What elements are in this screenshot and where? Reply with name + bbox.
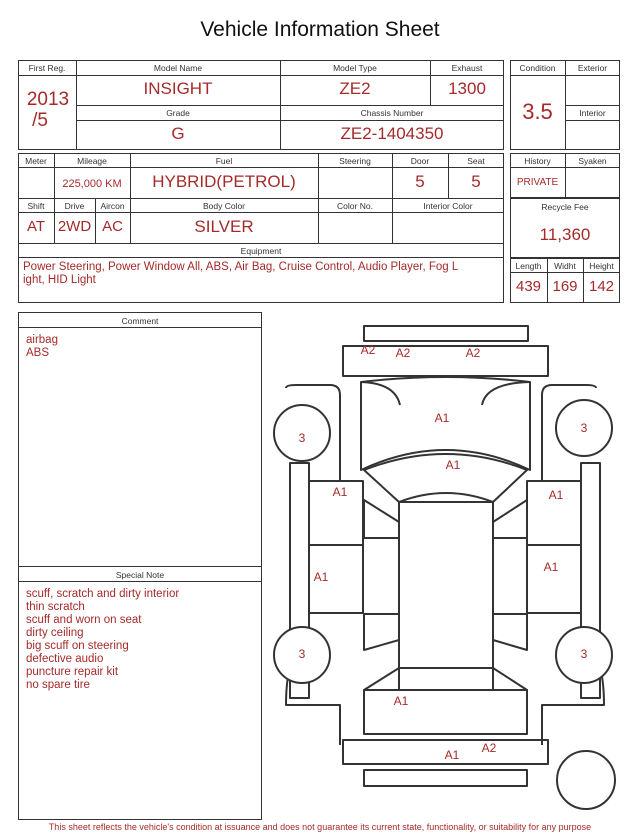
seat: 5 [471, 172, 481, 191]
mark-front-right-door: A1 [548, 488, 564, 502]
sheet-title: Vehicle Information Sheet [200, 18, 440, 41]
length: 439 [515, 278, 542, 295]
body-color: SILVER [194, 217, 254, 236]
exhaust: 1300 [448, 79, 486, 98]
mark-rear-left-wheel: 3 [298, 647, 306, 661]
rear-left-window [364, 614, 399, 650]
note-line: big scuff on steering [26, 640, 129, 652]
history-label: History [524, 156, 551, 166]
door-label: Door [410, 156, 430, 166]
equipment-line: ight, HID Light [23, 273, 96, 286]
interior-color-label: Interior Color [423, 201, 473, 211]
mileage-label: Mileage [77, 156, 107, 166]
note-line: no spare tire [26, 679, 90, 691]
body-color-label: Body Color [202, 201, 246, 211]
equipment-line: Power Steering, Power Window All, ABS, Air Bag, Cruise Control, Audio Player, Fog L [23, 261, 459, 273]
fuel: HYBRID(PETROL) [152, 172, 296, 191]
equipment-label: Equipment [240, 246, 282, 256]
cabin [399, 502, 493, 690]
rear-bumper-lower [364, 770, 527, 786]
condition-grade: 3.5 [522, 99, 553, 124]
mark-rear-right-door: A1 [543, 560, 559, 574]
mark-rear-bumper-a1: A1 [444, 748, 460, 762]
rear-right-window [493, 614, 527, 650]
length-label: Length [515, 261, 542, 271]
width-label: Widht [554, 261, 576, 271]
front-right-window [493, 500, 527, 538]
height: 142 [588, 278, 615, 295]
mark-front-left-door: A1 [332, 485, 348, 499]
door: 5 [415, 172, 425, 191]
rear-window [364, 668, 527, 690]
grade-label: Grade [166, 108, 190, 118]
mark-front-left-wheel: 3 [298, 431, 306, 445]
condition-label: Condition [519, 63, 556, 73]
mark-front-bumper-mid: A2 [395, 346, 411, 360]
drive-label: Drive [64, 201, 85, 211]
mark-rear-window: A1 [393, 694, 409, 708]
seat-label: Seat [467, 156, 485, 166]
drive: 2WD [57, 218, 92, 235]
mark-front-bumper-left: A2 [360, 343, 376, 357]
shift: AT [26, 218, 46, 235]
mark-front-bumper-right: A2 [465, 346, 481, 360]
note-line: thin scratch [26, 601, 85, 613]
note-line: defective audio [26, 653, 104, 665]
mark-windshield: A1 [445, 458, 461, 472]
model-name-label: Model Name [153, 63, 203, 73]
mark-front-right-wheel: 3 [580, 421, 588, 435]
shift-label: Shift [27, 201, 45, 211]
syaken-label: Syaken [578, 156, 607, 166]
front-left-window [364, 500, 399, 538]
first-reg-month: /5 [32, 110, 48, 131]
spare-tire [557, 751, 615, 809]
note-line: dirty ceiling [26, 627, 84, 639]
comment-label: Comment [121, 316, 159, 326]
rear-right-door [527, 545, 581, 613]
aircon-label: Aircon [100, 201, 125, 211]
first-reg-label: First Reg. [28, 63, 66, 73]
special-note-label: Special Note [115, 570, 165, 580]
trunk [364, 690, 527, 734]
chassis-label: Chassis Number [360, 108, 424, 118]
mileage: 225,000 KM [62, 178, 122, 190]
note-line: scuff, scratch and dirty interior [26, 588, 180, 600]
mark-rear-right-wheel: 3 [580, 647, 588, 661]
fuel-label: Fuel [215, 156, 233, 166]
mark-rear-left-door: A1 [313, 570, 329, 584]
chassis-number: ZE2-1404350 [340, 124, 444, 143]
comment-line: ABS [26, 347, 50, 359]
comment-line: airbag [26, 334, 58, 346]
front-bumper [364, 326, 528, 341]
exterior-label: Exterior [577, 63, 608, 73]
recycle-fee: 11,360 [539, 225, 591, 244]
first-reg-year: 2013 [26, 89, 70, 110]
front-headlight-left [361, 382, 400, 405]
note-line: puncture repair kit [26, 666, 119, 678]
recycle-label: Recycle Fee [541, 202, 589, 212]
color-no-label: Color No. [337, 201, 373, 211]
model-type: ZE2 [339, 79, 371, 98]
model-type-label: Model Type [333, 63, 377, 73]
grade: G [171, 124, 185, 143]
height-label: Height [589, 261, 614, 271]
meter-label: Meter [25, 156, 47, 166]
exhaust-label: Exhaust [451, 63, 483, 73]
history: PRIVATE [516, 177, 559, 188]
note-line: scuff and worn on seat [26, 614, 142, 626]
steering-label: Steering [339, 156, 371, 166]
aircon: AC [102, 218, 123, 235]
front-headlight-right [482, 382, 530, 405]
interior-label: Interior [579, 108, 606, 118]
mark-hood: A1 [434, 411, 450, 425]
mark-rear-bumper-a2: A2 [481, 741, 497, 755]
disclaimer-footer: This sheet reflects the vehicle's condition at issuance and does not guarantee its current state, functionality, or suitability for any purpose [48, 822, 592, 832]
width: 169 [552, 278, 578, 295]
model-name: INSIGHT [143, 79, 213, 98]
